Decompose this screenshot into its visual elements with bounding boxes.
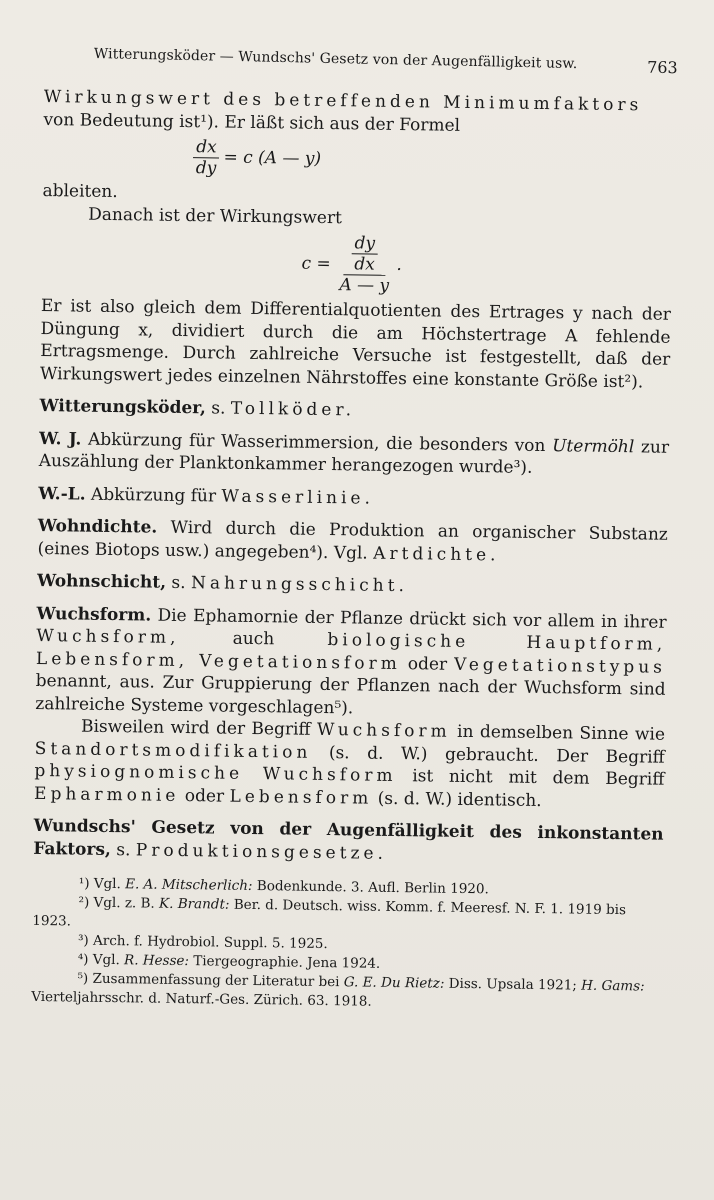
entry-wundsch: Wundschs' Gesetz von der Augenfälligkeit des inkonstanten Faktors, s. Produktionsgesetze. <box>33 815 664 864</box>
page-number: 763 <box>646 57 678 78</box>
footnote: ³) Arch. f. Hydrobiol. Suppl. 5. 1925. <box>77 932 328 953</box>
footnotes <box>31 874 663 1016</box>
entry-wl: W.-L. Abkürzung für Wasserlinie. <box>38 483 375 509</box>
intro-danach: Danach ist der Wirkungswert <box>88 204 343 228</box>
footnote: ⁵) Zusammenfassung der Literatur bei G. E. Du Rietz: Diss. Upsala 1921; H. Gams: Vierteljahrsschr. d. Naturf.-Ges. Zürich. 63. 1918. <box>31 970 645 1010</box>
intro-line-2: von Bedeutung ist¹). Er läßt sich aus der Formel <box>43 109 461 136</box>
formula-2: c = $\frac{\frac{dy}{dx}}{A — y}$ . <box>301 233 402 296</box>
entry-wohndichte: Wohndichte. Wird durch die Produktion an organischer Substanz (eines Biotops usw.) angegeben⁴). Vgl. Artdichte. <box>37 515 668 565</box>
footnote: ²) Vgl. z. B. K. Brandt: Ber. d. Deutsch. wiss. Komm. f. Meeresf. N. F. 1. 1919 bis 1923. <box>32 894 627 930</box>
entry-witterungskoeder: Witterungsköder, s. Tollköder. <box>39 395 356 421</box>
entry-wj: W. J. Abkürzung für Wasserimmersion, die besonders von Utermöhl zur Auszählung der Planktonkammer herangezogen wurde³). <box>38 428 670 478</box>
intro-paragraph: Er ist also gleich dem Differentialquotienten des Ertrages y nach der Düngung x, dividiert durch die am Höchstertrage A fehlende Ertragsmenge. Durch zahlreiche Versuche ist festgestellt, daß der Wirkungswert jedes einzelnen Nährstoffes eine konstante Größe ist²). <box>39 295 672 392</box>
running-header <box>93 46 684 78</box>
entry-wuchsform-paragraph-2: Bisweilen wird der Begriff Wuchsform in demselben Sinne wie Standortsmodifikation (s. d. W.) gebraucht. Der Begriff physiognomische Wuchsform ist nicht mit dem Begriff Epharmonie oder Lebensform (s. d. W.) identisch. <box>33 716 666 811</box>
page-body <box>31 86 674 1016</box>
footnote: ⁴) Vgl. R. Hesse: Tiergeographie. Jena 1924. <box>77 951 381 972</box>
intro-ableiten: ableiten. <box>42 180 118 203</box>
formula-1: $\frac{dx}{dy}$ = c (A — y) <box>193 137 674 185</box>
entry-wohnschicht: Wohnschicht, s. Nahrungsschicht. <box>36 570 409 597</box>
intro-line-1: Wirkungswert des betreffenden Minimumfaktors <box>43 86 643 116</box>
entry-wuchsform: Wuchsform. Die Ephamornie der Pflanze drückt sich vor allem in ihrer Wuchsform, auch biologische Hauptform, Lebensform, Vegetationsform oder Vegetationstypus benannt, aus. Zur Gruppierung der Pflanzen nach der Wuchsform sind zahlreiche Systeme vorgeschlagen⁵). <box>35 603 667 718</box>
footnote: ¹) Vgl. E. A. Mitscherlich: Bodenkunde. 3. Aufl. Berlin 1920. <box>78 875 489 898</box>
running-title: Witterungsköder — Wundschs' Gesetz von der Augenfälligkeit usw. <box>93 46 578 73</box>
